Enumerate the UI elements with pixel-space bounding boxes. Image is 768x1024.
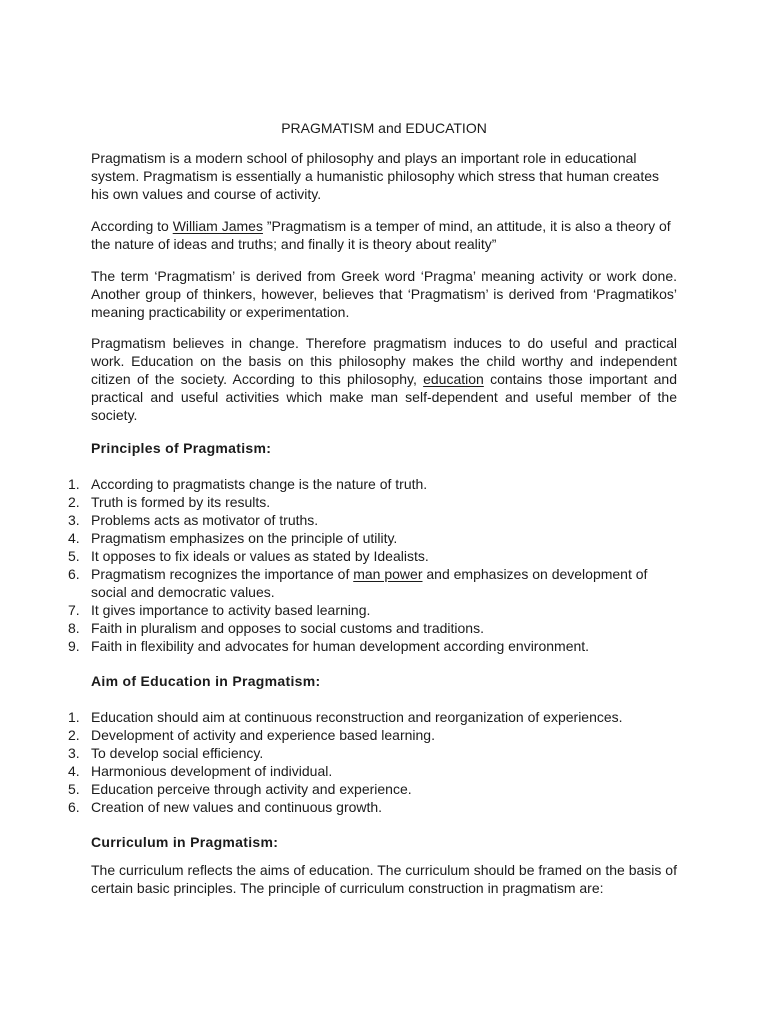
list-item (0, 726, 681, 744)
list-item (0, 601, 681, 619)
intro-paragraph-3 (91, 267, 677, 321)
list-number: 4. (68, 763, 80, 779)
list-number: 9. (68, 638, 80, 654)
intro-paragraph-1-text: Pragmatism is a modern school of philosophy and plays an important role in educational system. Pragmatism is essentially a humanistic philosophy which stress that human creates his own values and course of activity. (91, 150, 660, 202)
list-number: 2. (68, 727, 80, 743)
list-item (0, 744, 681, 762)
list-item-text-before: Pragmatism recognizes the importance of (91, 566, 354, 582)
intro-paragraph-2-after: ”Pragmatism is a temper of mind, an attitude, it is also a theory of the nature of ideas and truths; and finally it is theory about reality” (91, 218, 671, 252)
education-link[interactable]: education (423, 371, 484, 387)
list-number: 6. (68, 799, 80, 815)
list-item-text: It opposes to fix ideals or values as stated by Idealists. (91, 548, 429, 564)
list-item-text: Education should aim at continuous reconstruction and reorganization of experiences. (91, 709, 623, 725)
curriculum-heading: Curriculum in Pragmatism: (91, 834, 279, 850)
list-item-text: Truth is formed by its results. (91, 494, 271, 510)
list-number: 2. (68, 494, 80, 510)
list-item-text: To develop social efficiency. (91, 745, 264, 761)
list-number: 5. (68, 781, 80, 797)
list-number: 3. (68, 745, 80, 761)
list-number: 1. (68, 476, 80, 492)
list-number: 7. (68, 602, 80, 618)
list-item (0, 475, 681, 493)
list-item-text: Development of activity and experience based learning. (91, 727, 435, 743)
principles-heading: Principles of Pragmatism: (91, 440, 272, 456)
intro-paragraph-2-before: According to (91, 218, 173, 234)
list-item (0, 619, 681, 637)
list-item (0, 547, 681, 565)
principles-list (0, 475, 768, 655)
list-item (0, 708, 681, 726)
intro-paragraph-4-after: contains those important and practical and useful activities which make man self-dependent and useful member of the society. (91, 371, 678, 423)
list-item (0, 798, 681, 816)
curriculum-paragraph-text: The curriculum reflects the aims of education. The curriculum should be framed on the basis of certain basic principles. The principle of curriculum construction in pragmatism are: (91, 862, 677, 896)
list-number: 4. (68, 530, 80, 546)
list-number: 8. (68, 620, 80, 636)
curriculum-paragraph (91, 861, 677, 897)
list-item-text: It gives importance to activity based learning. (91, 602, 371, 618)
list-number: 5. (68, 548, 80, 564)
list-item-text: Education perceive through activity and experience. (91, 781, 412, 797)
list-item-text: Problems acts as motivator of truths. (91, 512, 319, 528)
list-item-text: Pragmatism emphasizes on the principle of utility. (91, 530, 398, 546)
list-item (0, 780, 681, 798)
list-number: 1. (68, 709, 80, 725)
list-item (0, 511, 681, 529)
list-item (0, 493, 681, 511)
intro-paragraph-4-before: Pragmatism believes in change. Therefore pragmatism induces to do useful and practical work. Education on the basis on this philosophy makes the child worthy and independent citizen of the society. According to this philosophy, (91, 335, 677, 387)
list-number: 6. (68, 566, 80, 582)
man-power-link[interactable]: man power (353, 566, 423, 582)
intro-paragraph-2 (91, 217, 677, 253)
list-item-text-after: and emphasizes on development of social and democratic values. (91, 566, 648, 600)
intro-paragraph-3-text: The term ‘Pragmatism’ is derived from Greek word ‘Pragma’ meaning activity or work done. Another group of thinkers, however, believes that ‘Pragmatism’ is derived from ‘Pragmatikos’ meaning practicability or experimentation. (91, 268, 677, 320)
list-item-text: Creation of new values and continuous growth. (91, 799, 383, 815)
list-item-text: Faith in pluralism and opposes to social customs and traditions. (91, 620, 484, 636)
intro-paragraph-4 (91, 334, 677, 424)
list-item (0, 762, 681, 780)
intro-paragraph-1 (91, 149, 677, 203)
aims-heading: Aim of Education in Pragmatism: (91, 673, 321, 689)
list-item-text: Faith in flexibility and advocates for human development according environment. (91, 638, 590, 654)
list-number: 3. (68, 512, 80, 528)
list-item (0, 565, 681, 601)
list-item-text: Harmonious development of individual. (91, 763, 333, 779)
list-item-text: According to pragmatists change is the nature of truth. (91, 476, 428, 492)
document-title: PRAGMATISM and EDUCATION (281, 120, 487, 136)
list-item (0, 637, 681, 655)
aims-list (0, 708, 768, 816)
william-james-link[interactable]: William James (172, 218, 263, 234)
list-item (0, 529, 681, 547)
